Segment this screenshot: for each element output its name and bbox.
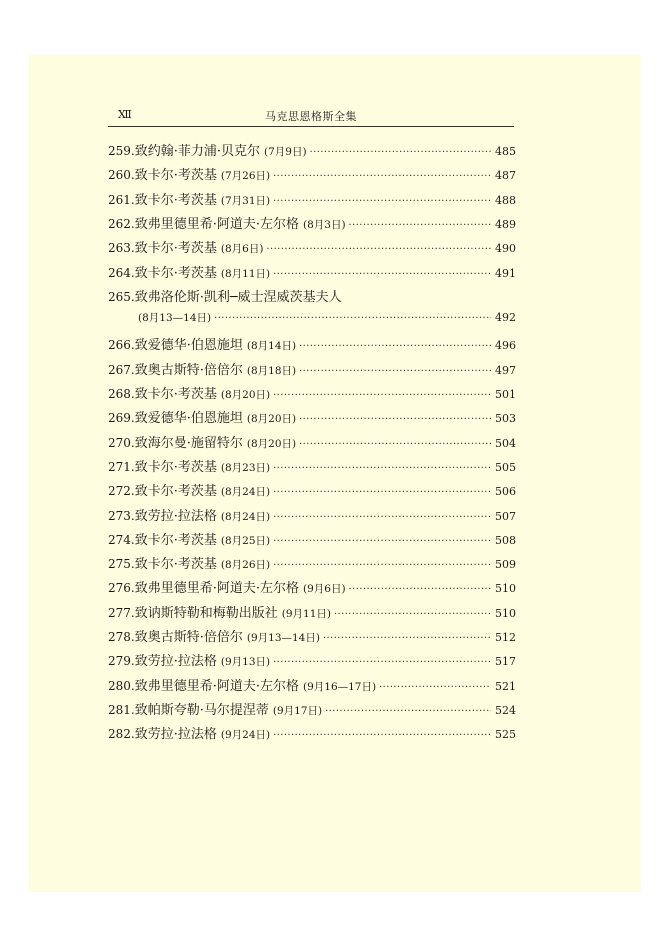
- entry-title: 致卡尔·考茨基: [134, 484, 217, 500]
- entry-number: 262.: [108, 216, 135, 231]
- toc-entry: [108, 213, 516, 231]
- dot-leader: [299, 439, 491, 450]
- toc-entry: [108, 383, 516, 401]
- entry-title: 致爱德华·伯恩施坦: [134, 411, 243, 427]
- entry-page: 490: [495, 242, 516, 256]
- toc-entry: [108, 650, 516, 668]
- entry-number: 264.: [108, 265, 135, 280]
- entry-page: 501: [495, 388, 516, 401]
- entry-page: 524: [495, 703, 516, 717]
- entry-page: 488: [495, 193, 516, 207]
- entry-number: 280.: [108, 678, 135, 693]
- entry-number: 261.: [108, 192, 135, 207]
- entry-date: (9月24日): [220, 729, 271, 742]
- entry-page: 496: [495, 339, 516, 353]
- entry-title: 致讷斯特勒和梅勒出版社: [134, 605, 278, 621]
- dot-leader: [273, 730, 491, 741]
- entry-title: 致卡尔·考茨基: [134, 532, 217, 548]
- entry-number: 282.: [108, 727, 135, 742]
- entry-date: (8月11日): [220, 267, 271, 280]
- entry-date: (8月26日): [220, 559, 271, 572]
- dot-leader: [273, 196, 491, 207]
- running-title: 马克思恩格斯全集: [265, 110, 357, 123]
- toc-entry: [108, 189, 516, 207]
- entry-page: 507: [495, 509, 516, 523]
- entry-number: 259.: [108, 144, 135, 158]
- entry-title: 致劳拉·拉法格: [134, 508, 217, 524]
- entry-number: 271.: [108, 459, 135, 474]
- entry-title: 致劳拉·拉法格: [134, 727, 217, 743]
- entry-number: 268.: [108, 387, 135, 401]
- dot-leader: [214, 313, 491, 324]
- toc-entry: [108, 432, 516, 450]
- entry-number: 263.: [108, 241, 135, 256]
- entry-page: 503: [495, 412, 516, 426]
- entry-title: 致弗里德里希·阿道夫·左尔格: [134, 678, 299, 694]
- page-header: [108, 106, 514, 127]
- toc-entry-continuation: [108, 310, 516, 328]
- dot-leader: [299, 414, 491, 425]
- entry-date: (8月23日): [220, 461, 271, 474]
- entry-page: 489: [495, 217, 516, 231]
- toc-entry: [108, 602, 516, 620]
- toc-entry: [108, 675, 516, 693]
- toc-entry: [108, 699, 516, 717]
- entry-title: 致弗里德里希·阿道夫·左尔格: [134, 581, 299, 597]
- entry-date: (9月11日): [281, 607, 331, 620]
- dot-leader: [334, 609, 491, 620]
- toc-entry: [108, 286, 516, 304]
- dot-leader: [273, 536, 491, 547]
- entry-title: 致卡尔·考茨基: [134, 241, 217, 257]
- entry-page: 525: [495, 728, 516, 742]
- entry-date: (7月9日): [263, 146, 307, 158]
- dot-leader: [273, 560, 491, 571]
- entry-title: 致奥古斯特·倍倍尔: [134, 362, 243, 378]
- entry-number: 267.: [108, 362, 135, 377]
- entry-number: 275.: [108, 557, 135, 572]
- entry-date: (8月24日): [220, 510, 271, 523]
- entry-page: 504: [495, 436, 516, 450]
- entry-date: (8月3日): [302, 218, 346, 231]
- dot-leader: [310, 147, 491, 158]
- toc-entry: [108, 334, 516, 352]
- entry-title: 致约翰·菲力浦·贝克尔: [134, 144, 260, 159]
- entry-number: 260.: [108, 168, 135, 183]
- entry-title: 致弗洛伦斯·凯利─威士涅威茨基夫人: [134, 289, 342, 305]
- entry-date: (7月26日): [220, 170, 271, 183]
- entry-date: (9月13—14日): [246, 632, 320, 644]
- dot-leader: [273, 171, 491, 182]
- entry-title: 致爱德华·伯恩施坦: [134, 338, 243, 354]
- entry-number: 266.: [108, 338, 135, 353]
- dot-leader: [273, 463, 491, 474]
- toc-entry: [108, 262, 516, 280]
- toc-entry: [108, 407, 516, 425]
- entry-page: 492: [495, 311, 516, 325]
- dot-leader: [273, 487, 491, 498]
- entry-date: (8月14日): [246, 340, 297, 353]
- entry-date: (9月6日): [302, 583, 346, 596]
- entry-page: 505: [495, 460, 516, 474]
- dot-leader: [299, 366, 491, 377]
- dot-leader: [299, 341, 491, 352]
- entry-page: 509: [495, 558, 516, 572]
- toc-entry: [108, 529, 516, 547]
- dot-leader: [325, 706, 491, 717]
- entry-page: 510: [495, 606, 516, 620]
- entry-title: 致帕斯夸勒·马尔提涅蒂: [134, 702, 269, 718]
- toc-entry: [108, 164, 516, 182]
- entry-page: 487: [495, 169, 516, 183]
- entry-page: 497: [495, 363, 516, 377]
- entry-number: 269.: [108, 411, 135, 426]
- entry-page: 517: [495, 655, 516, 669]
- entry-date: (8月24日): [220, 486, 271, 499]
- entry-title: 致卡尔·考茨基: [134, 192, 217, 208]
- entry-date: (9月13日): [220, 656, 271, 669]
- entry-title: 致卡尔·考茨基: [134, 168, 217, 184]
- entry-number: 279.: [108, 654, 135, 669]
- entry-page: 485: [495, 145, 516, 158]
- entry-title: 致卡尔·考茨基: [134, 387, 217, 402]
- dot-leader: [349, 220, 491, 231]
- dot-leader: [273, 657, 491, 668]
- entry-title: 致弗里德里希·阿道夫·左尔格: [134, 216, 299, 232]
- toc-entry: [108, 723, 516, 741]
- entry-number: 281.: [108, 702, 135, 717]
- toc-entry: [108, 359, 516, 377]
- entry-date: (8月20日): [246, 413, 297, 426]
- entry-page: 512: [495, 631, 516, 644]
- entry-number: 277.: [108, 605, 135, 620]
- entry-title: 致海尔曼·施留特尔: [134, 435, 243, 451]
- entry-number: 278.: [108, 630, 135, 644]
- entry-date: (8月20日): [220, 389, 271, 401]
- entry-number: 272.: [108, 484, 135, 499]
- entry-title: 致卡尔·考茨基: [134, 557, 217, 573]
- entry-date: (9月16—17日): [302, 680, 377, 693]
- entry-number: 273.: [108, 508, 135, 523]
- entry-title: 致卡尔·考茨基: [134, 459, 217, 475]
- toc-entry: [108, 456, 516, 474]
- entry-page: 510: [495, 582, 516, 596]
- entry-date: (9月17日): [272, 704, 323, 717]
- dot-leader: [266, 244, 491, 255]
- entry-number: 274.: [108, 532, 135, 547]
- page-number: Ⅻ: [118, 108, 132, 121]
- toc-entry: [108, 237, 516, 255]
- toc-entry: [108, 553, 516, 571]
- entry-title: 致卡尔·考茨基: [134, 265, 217, 281]
- entry-title: 致奥古斯特·倍倍尔: [134, 630, 243, 645]
- toc-entry: [108, 577, 516, 595]
- entry-page: 508: [495, 533, 516, 547]
- toc-entry: [108, 505, 516, 523]
- toc-entry: [108, 140, 516, 158]
- entry-page: 521: [495, 679, 516, 693]
- toc-entry: [108, 480, 516, 498]
- entry-date: (8月18日): [246, 364, 297, 377]
- entry-date: (8月20日): [246, 437, 297, 450]
- entry-number: 276.: [108, 581, 135, 596]
- dot-leader: [323, 633, 491, 644]
- entry-number: 265.: [108, 289, 135, 304]
- entry-date: (7月31日): [220, 194, 271, 207]
- dot-leader: [273, 269, 491, 280]
- toc-entry: [108, 626, 516, 644]
- entry-page: 506: [495, 485, 516, 499]
- entry-date: (8月13—14日): [138, 312, 212, 325]
- dot-leader: [349, 584, 491, 595]
- dot-leader: [273, 512, 491, 523]
- entry-page: 491: [495, 266, 516, 280]
- entry-date: (8月6日): [220, 243, 264, 256]
- dot-leader: [273, 390, 491, 401]
- entry-number: 270.: [108, 435, 135, 450]
- dot-leader: [379, 682, 491, 693]
- entry-date: (8月25日): [220, 534, 271, 547]
- entry-title: 致劳拉·拉法格: [134, 654, 217, 670]
